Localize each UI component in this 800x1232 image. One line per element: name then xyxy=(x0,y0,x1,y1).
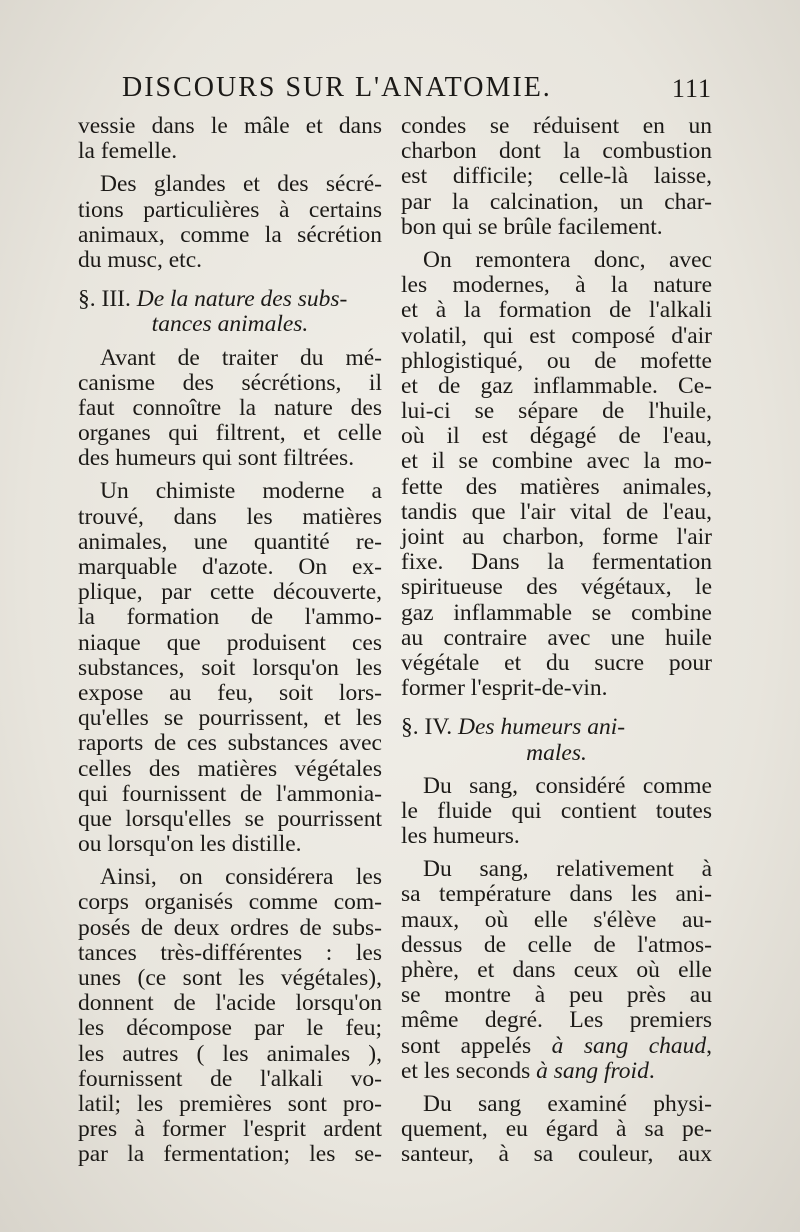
section-number: §. III. xyxy=(78,286,137,313)
running-title: DISCOURS SUR L'ANATOMIE. xyxy=(122,72,552,103)
text-line: celles des matières végétales xyxy=(78,755,382,782)
text-line: gaz inflammable se combine xyxy=(401,599,712,626)
text-line: Du sang, considéré comme xyxy=(423,772,712,799)
text-line: maux, où elle s'élève au- xyxy=(401,906,712,933)
text-line: qu'elles se pourrissent, et les xyxy=(78,705,382,732)
text-line: substances, soit lorsqu'on les xyxy=(78,654,382,681)
text-line: par la calcination, un char- xyxy=(401,188,712,215)
text-line: donnent de l'acide lorsqu'on xyxy=(78,990,382,1017)
text-line: fette des matières animales, xyxy=(401,473,712,500)
section-heading xyxy=(401,715,712,740)
text-line: qui fournissent de l'ammonia- xyxy=(78,780,382,807)
text-line: Avant de traiter du mé- xyxy=(100,344,382,371)
text-line: volatil, qui est composé d'air xyxy=(401,322,712,349)
text-line: quement, eu égard à sa pe- xyxy=(401,1116,712,1143)
text-line: corps organisés comme com- xyxy=(78,889,382,916)
text-line: dessus de celle de l'atmos- xyxy=(401,931,712,958)
page-number: 111 xyxy=(671,74,712,103)
text-line: Ainsi, on considérera les xyxy=(100,864,382,891)
italic-term: à sang froid xyxy=(536,1057,649,1084)
text-line: les décompose par le feu; xyxy=(78,1015,382,1042)
text-line: où il est dégagé de l'eau, xyxy=(401,423,712,450)
text-line: le fluide qui contient toutes xyxy=(401,797,712,824)
text-line: spiritueuse des végétaux, le xyxy=(401,574,712,601)
section-number: §. IV. xyxy=(401,714,459,741)
text-line: Un chimiste moderne a xyxy=(100,478,382,505)
text-line: marquable d'azote. On ex- xyxy=(78,554,382,580)
text-line: phère, et dans ceux où elle xyxy=(401,957,712,983)
text-line: organes qui filtrent, et celle xyxy=(78,420,382,447)
text-line: tions particulières à certains xyxy=(78,196,382,223)
section-title-continued: tances animales. xyxy=(151,311,309,338)
text-line: la formation de l'ammo- xyxy=(78,604,382,631)
text-line: faut connoître la nature des xyxy=(78,394,382,421)
text-line: végétale et du sucre pour xyxy=(401,649,712,676)
text-line: même degré. Les premiers xyxy=(401,1007,712,1034)
text-line: raports de ces substances avec xyxy=(78,730,382,757)
text-line: que lorsqu'elles se pourrissent xyxy=(78,805,382,832)
text-line: former l'esprit-de-vin. xyxy=(401,675,608,702)
text-line: pres à former l'esprit ardent xyxy=(78,1116,382,1143)
text-line: fournissent de l'alkali vo- xyxy=(78,1065,382,1092)
text-line: santeur, à sa couleur, aux xyxy=(401,1141,712,1168)
text-line: animales, une quantité re- xyxy=(78,528,382,555)
text-line: condes se réduisent en un xyxy=(401,113,712,139)
italic-term: à sang chaud xyxy=(551,1032,707,1059)
text-fragment: sont appelés xyxy=(401,1032,552,1059)
text-line: unes (ce sont les végétales), xyxy=(78,965,382,991)
text-line: et il se combine avec la mo- xyxy=(401,448,712,475)
text-line: animaux, comme la sécrétion xyxy=(78,221,382,248)
running-head xyxy=(122,72,712,108)
text-fragment: , xyxy=(706,1032,712,1059)
text-fragment: . xyxy=(648,1057,655,1084)
text-line: lui-ci se sépare de l'huile, xyxy=(401,398,712,425)
text-line: et de gaz inflammable. Ce- xyxy=(401,372,712,399)
text-line: tances très-différentes : les xyxy=(78,939,382,966)
text-line: se montre à peu près au xyxy=(401,982,712,1009)
text-line: ou lorsqu'on les distille. xyxy=(78,831,302,858)
text-line: trouvé, dans les matières xyxy=(78,503,382,530)
text-line: les humeurs. xyxy=(401,823,520,850)
text-line xyxy=(401,1059,712,1084)
text-line: posés de deux ordres de subs- xyxy=(78,914,382,941)
section-title: Des humeurs ani- xyxy=(458,714,626,741)
text-line: la femelle. xyxy=(78,138,178,165)
text-line xyxy=(401,1034,712,1059)
text-line: expose au feu, soit lors- xyxy=(78,679,382,706)
text-line: les modernes, à la nature xyxy=(401,272,712,299)
text-line: vessie dans le mâle et dans xyxy=(78,113,382,139)
text-line: bon qui se brûle facilement. xyxy=(401,213,663,240)
text-line: Des glandes et des sécré- xyxy=(100,171,382,198)
text-line: latil; les premières sont pro- xyxy=(78,1090,382,1117)
text-line: et à la formation de l'alkali xyxy=(401,297,712,324)
right-column xyxy=(401,114,712,1168)
text-line: sa température dans les ani- xyxy=(401,881,712,908)
text-line: phlogistiqué, ou de mofette xyxy=(401,347,712,374)
left-column xyxy=(78,114,382,1168)
section-title-continued: males. xyxy=(526,739,587,766)
text-line: charbon dont la combustion xyxy=(401,138,712,165)
text-line: fixe. Dans la fermentation xyxy=(401,549,712,576)
text-line: niaque que produisent ces xyxy=(78,629,382,656)
text-line: Du sang, relativement à xyxy=(423,856,712,883)
text-line: est difficile; celle-là laisse, xyxy=(401,163,712,190)
text-line: par la fermentation; les se- xyxy=(78,1141,382,1168)
text-line: plique, par cette découverte, xyxy=(78,579,382,606)
text-line: des humeurs qui sont filtrées. xyxy=(78,445,355,472)
text-fragment: et les seconds xyxy=(401,1057,537,1084)
text-line: canisme des sécrétions, il xyxy=(78,369,382,396)
text-line: Du sang examiné physi- xyxy=(423,1090,712,1117)
section-title: De la nature des subs- xyxy=(136,286,348,313)
text-line: du musc, etc. xyxy=(78,246,202,273)
text-line: les autres ( les animales ), xyxy=(78,1040,382,1067)
section-heading xyxy=(78,287,382,312)
text-line: au contraire avec une huile xyxy=(401,624,712,651)
text-line: On remontera donc, avec xyxy=(423,246,712,273)
text-line: joint au charbon, forme l'air xyxy=(401,524,712,550)
text-line: tandis que l'air vital de l'eau, xyxy=(401,498,712,525)
